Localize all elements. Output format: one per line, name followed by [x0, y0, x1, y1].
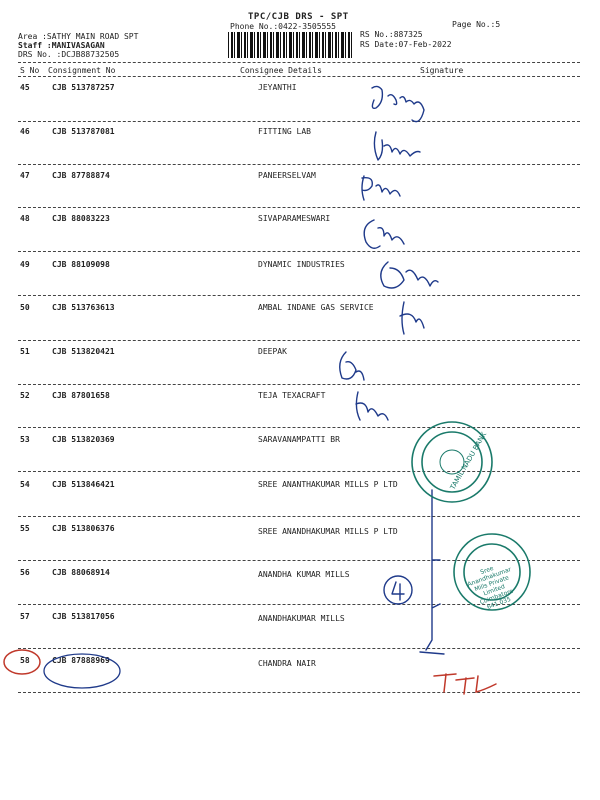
row-consignee: DEEPAK — [258, 347, 287, 356]
bank-stamp-text: TAMIL NADU BANK — [448, 430, 489, 492]
row-consignment: CJB 87888969 — [52, 656, 110, 665]
row-sno: 51 — [20, 347, 30, 356]
row-sno: 52 — [20, 391, 30, 400]
row-sno: 46 — [20, 127, 30, 136]
drs-number: DRS No. :DCJB88732505 — [18, 50, 120, 59]
row-consignment: CJB 513806376 — [52, 524, 115, 533]
barcode-image — [228, 32, 354, 58]
row-divider — [18, 251, 580, 252]
row-consignee: TEJA TEXACRAFT — [258, 391, 326, 400]
row-consignment: CJB 513820369 — [52, 435, 115, 444]
row-consignee: DYNAMIC INDUSTRIES — [258, 260, 345, 269]
rs-number: RS No.:887325 — [360, 30, 423, 39]
signature-46 — [374, 132, 420, 160]
connector-line — [420, 490, 444, 654]
row-consignment: CJB 513846421 — [52, 480, 115, 489]
row-sno: 56 — [20, 568, 30, 577]
row-consignment: CJB 513763613 — [52, 303, 115, 312]
signature-45 — [372, 86, 424, 121]
page-number: Page No.:5 — [452, 20, 501, 29]
row-sno: 58 — [20, 656, 30, 665]
header-divider — [18, 62, 580, 63]
col-header-consignment: Consignment No — [48, 66, 116, 75]
row-sno: 48 — [20, 214, 30, 223]
row-consignment: CJB 513817056 — [52, 612, 115, 621]
signature-51 — [340, 352, 364, 380]
row-sno: 49 — [20, 260, 30, 269]
row-divider — [18, 692, 580, 693]
area-label: Area :SATHY MAIN ROAD SPT — [18, 32, 139, 41]
col-header-signature: Signature — [420, 66, 464, 75]
row-sno: 55 — [20, 524, 30, 533]
row-divider — [18, 340, 580, 341]
circled-number-mark — [384, 576, 412, 604]
row-divider — [18, 560, 580, 561]
row-divider — [18, 648, 580, 649]
row-consignee: PANEERSELVAM — [258, 171, 316, 180]
row-consignment: CJB 513787257 — [52, 83, 115, 92]
row-divider — [18, 121, 580, 122]
signature-49 — [381, 262, 438, 288]
row-sno: 47 — [20, 171, 30, 180]
phone-number: Phone No.:0422-3505555 — [230, 22, 336, 31]
row-consignee: SREE ANANTHAKUMAR MILLS P LTD — [258, 480, 398, 489]
signature-48 — [364, 220, 404, 248]
row-consignment: CJB 88083223 — [52, 214, 110, 223]
row-consignee: SREE ANANDHAKUMAR MILLS P LTD — [258, 527, 398, 536]
document-title: TPC/CJB DRS - SPT — [248, 12, 349, 22]
signature-50 — [400, 302, 424, 334]
ttl-mark — [434, 674, 496, 694]
row-consignee: SIVAPARAMESWARI — [258, 214, 331, 223]
row-divider — [18, 471, 580, 472]
row-consignment: CJB 88068914 — [52, 568, 110, 577]
row-consignee: ANANDHA KUMAR MILLS — [258, 570, 350, 579]
row-consignment: CJB 87801658 — [52, 391, 110, 400]
row-consignment: CJB 87788874 — [52, 171, 110, 180]
row-consignee: CHANDRA NAIR — [258, 659, 316, 668]
row-divider — [18, 384, 580, 385]
row-sno: 54 — [20, 480, 30, 489]
row-sno: 53 — [20, 435, 30, 444]
row-divider — [18, 427, 580, 428]
row-sno: 45 — [20, 83, 30, 92]
row-consignee: FITTING LAB — [258, 127, 311, 136]
signature-52 — [356, 392, 388, 420]
staff-label: Staff :MANIVASAGAN — [18, 41, 105, 50]
mills-stamp-text: Sree Anandhakumar Mills Private Limited Coimbatore 641 035 — [466, 564, 515, 611]
row-consignment: CJB 88109098 — [52, 260, 110, 269]
row-sno: 57 — [20, 612, 30, 621]
row-consignee: SARAVANAMPATTI BR — [258, 435, 340, 444]
row-divider — [18, 516, 580, 517]
row-consignment: CJB 513787081 — [52, 127, 115, 136]
column-header-divider — [18, 76, 580, 77]
row-consignee: AMBAL INDANE GAS SERVICE — [258, 303, 374, 312]
row-consignee: JEYANTHI — [258, 83, 297, 92]
row-consignment: CJB 513820421 — [52, 347, 115, 356]
row-sno: 50 — [20, 303, 30, 312]
signature-47 — [362, 176, 400, 200]
col-header-sno: S No — [20, 66, 40, 75]
row-divider — [18, 207, 580, 208]
rs-date: RS Date:07-Feb-2022 — [360, 40, 452, 49]
row-divider — [18, 164, 580, 165]
row-divider — [18, 295, 580, 296]
col-header-consignee: Consignee Details — [240, 66, 322, 75]
row-consignee: ANANDHAKUMAR MILLS — [258, 614, 345, 623]
